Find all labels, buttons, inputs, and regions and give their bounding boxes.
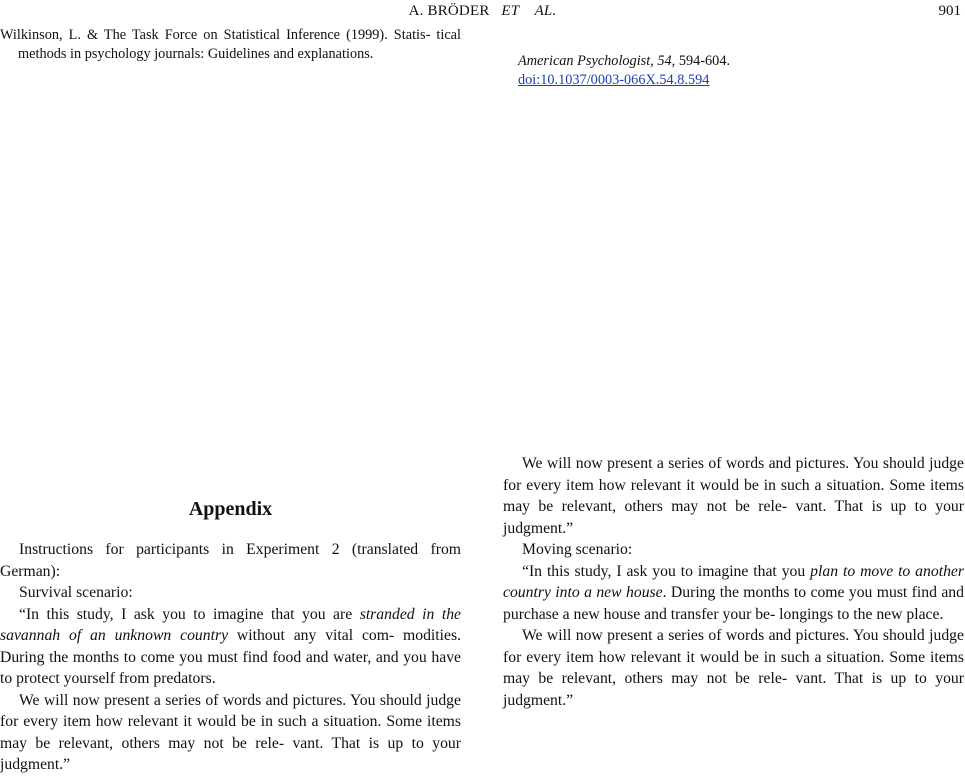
reference-pages: 594-604. [675,53,731,69]
moving-label: Moving scenario: [522,541,633,558]
page-number: 901 [938,3,961,19]
survival-paragraph-2 [0,690,461,776]
running-head-authors [0,2,965,20]
appendix-left-column [0,496,461,773]
moving-paragraph-2: We will now present a series of words and pictures. You should judge for every item how relevant it would be in such a situation. Some items may be relevant, others may not be rele- vant. That is up to your judgment.” [503,627,964,709]
moving-p1-emphasis: plan to move to another country into a new house [503,562,964,601]
reference-wilkinson: Wilkinson, L. & The Task Force on Statistical Inference (1999). Statis- tical methods in psychology journals: Guidelines and explanations. [0,27,461,62]
survival-paragraph-2-continuation [503,455,964,539]
reference-continuation [503,52,964,90]
survival-p1-text-end: without any vital com- modities. During the months to come you must find food and water, and you have to protect yourself from predators. [0,627,461,687]
running-head-author: A. BRÖDER [408,3,490,19]
survival-p1-emphasis: stranded in the savannah of an unknown country [0,605,461,644]
survival-label: Survival scenario: [19,584,133,601]
moving-paragraph-1 [503,561,964,626]
running-head-et-al: ET AL. [501,3,557,19]
reference-journal: American Psychologist, 54, [518,53,676,69]
survival-paragraph-1 [0,604,461,690]
survival-p1-text: “In this study, I ask you to imagine that you are [19,605,360,623]
reference-doi-link[interactable]: doi:10.1037/0003-066X.54.8.594 [518,72,710,88]
moving-p1-text: “In this study, I ask you to imagine that you [522,562,811,580]
appendix-intro: Instructions for participants in Experiment 2 (translated from German): [0,541,461,580]
reference-right [503,52,964,90]
reference-left [0,26,461,64]
appendix-title: Appendix [188,498,273,520]
moving-p1-text-end: . During the months to come you must find and purchase a new house and transfer your be- longings to the new place. [503,584,964,623]
survival-p2-continued-text: We will now present a series of words and pictures. You should judge for every item how relevant it would be in such a situation. Some items may be relevant, others may not be rele- vant. That is up to your judgment.” [503,455,964,537]
survival-p2-text: We will now present a series of words and pictures. You should judge for every item how relevant it would be in such a situation. Some items may be relevant, others may not be rele- vant. That is up to your judgment.” [0,691,461,773]
